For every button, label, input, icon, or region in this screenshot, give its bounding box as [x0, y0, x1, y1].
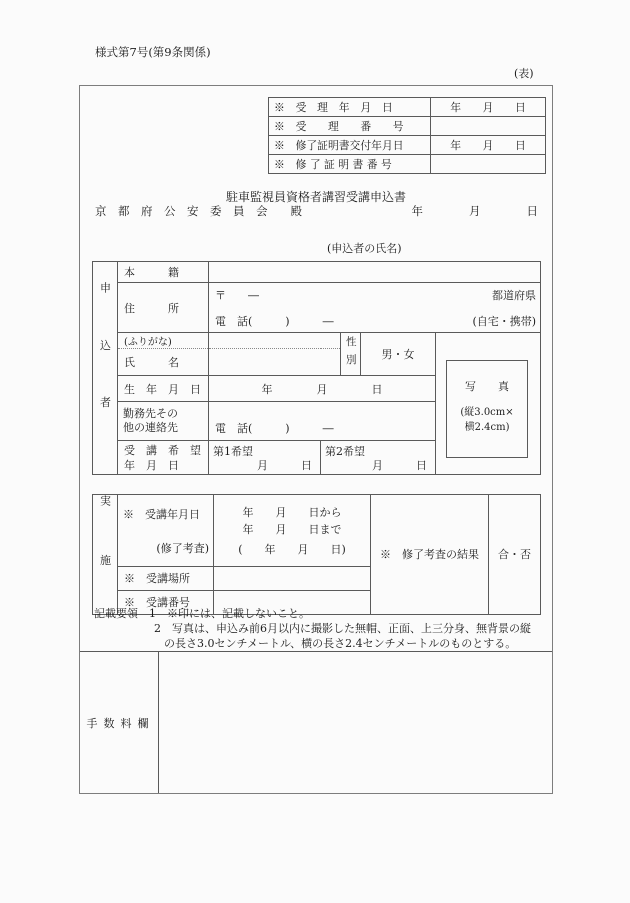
- reception-date-label: ※ 受 理 年 月 日: [269, 98, 431, 117]
- implementation-side-cell: [93, 495, 118, 615]
- course-date-to: 年 月 日まで: [242, 523, 342, 537]
- reception-table: [268, 97, 546, 174]
- preferred-date-label-line2: 年 月 日: [124, 458, 179, 472]
- table-row: [93, 495, 541, 567]
- sex-label-cell: [341, 333, 361, 376]
- work-contact-label: [118, 402, 209, 441]
- address-value: [209, 283, 541, 333]
- photo-size-note-1: (縦3.0cm×: [460, 407, 514, 418]
- notes-line-3: の長さ3.0センチメートル、横の長さ2.4センチメートルのものとする。: [164, 637, 517, 650]
- course-place-value: [214, 566, 371, 590]
- second-choice-cell: [321, 441, 436, 475]
- notes-line-2: 2 写真は、申込み前6月以内に撮影した無帽、正面、上三分身、無背景の縦: [154, 622, 531, 635]
- course-date-values: [214, 502, 370, 558]
- table-row: [93, 262, 541, 283]
- table-row: [269, 136, 546, 155]
- birthdate-label: 生 年 月 日: [118, 376, 209, 402]
- first-choice-cell: [209, 441, 321, 475]
- form-title: 駐車監視員資格者講習受講申込書: [225, 190, 406, 204]
- application-date: 年 月 日: [411, 204, 538, 218]
- work-contact-value: 電 話( ) ―: [209, 402, 436, 441]
- name-value: [209, 349, 341, 376]
- side-label: (表): [514, 67, 534, 80]
- address-label: 住 所: [118, 283, 209, 333]
- table-row: [269, 155, 546, 174]
- sex-value: 男・女: [361, 333, 436, 376]
- first-choice: [209, 442, 320, 474]
- postal-code: 〒 ―: [215, 288, 259, 302]
- phone-type-note: (自宅・携帯): [472, 314, 537, 328]
- course-number-label: ※ 受講番号: [118, 590, 214, 614]
- certificate-number-label: ※ 修 了 証 明 書 番 号: [269, 155, 431, 174]
- applicant-name-label: (申込者の氏名): [327, 242, 402, 255]
- photo-cell: [436, 333, 541, 475]
- furigana-value: [209, 333, 341, 349]
- birthdate-value: 年 月 日: [209, 376, 436, 402]
- implementation-side-label: 実施: [98, 495, 112, 614]
- postal-line: [215, 287, 536, 303]
- work-contact-label-line1: 勤務先その: [123, 407, 178, 420]
- course-date-labels: [118, 503, 213, 558]
- course-date-label-cell: [118, 495, 214, 567]
- photo-frame: [446, 360, 528, 458]
- domicile-value: [209, 262, 541, 283]
- fee-column-label: 手数料欄: [86, 716, 155, 730]
- table-row: [93, 333, 541, 349]
- fee-column-divider: [158, 652, 159, 793]
- exam-result-value: 合・否: [489, 495, 541, 615]
- addressee: 京 都 府 公 安 委 員 会 殿: [95, 204, 302, 218]
- course-date-label: ※ 受講年月日: [123, 507, 200, 521]
- certificate-issue-date-value: 年 月 日: [431, 136, 546, 155]
- name-label: 氏 名: [118, 349, 209, 376]
- second-choice-value: 月 日: [372, 458, 427, 472]
- preferred-date-label: [118, 441, 209, 475]
- reception-number-label: ※ 受 理 番 号: [269, 117, 431, 136]
- course-date-value-cell: [214, 495, 371, 567]
- first-choice-value: 月 日: [257, 458, 312, 472]
- photo-size-note-2: 横2.4cm): [464, 422, 510, 433]
- first-choice-title: 第1希望: [213, 444, 253, 458]
- form-code: 様式第7号(第9条関係): [95, 45, 211, 59]
- phone-field: 電 話( ) ―: [215, 314, 334, 328]
- applicant-side-cell: [93, 262, 118, 475]
- exam-result-label: ※ 修了考査の結果: [371, 495, 489, 615]
- second-choice: [321, 442, 435, 474]
- implementation-table: [92, 494, 541, 615]
- work-contact-label-line2: 他の連絡先: [123, 421, 178, 434]
- sex-label: 性別: [344, 336, 357, 372]
- phone-line: [215, 313, 536, 329]
- preferred-date-label-line1: 受 講 希 望: [124, 443, 201, 457]
- domicile-label: 本 籍: [118, 262, 209, 283]
- photo-title: 写 真: [465, 380, 510, 393]
- table-row: [93, 283, 541, 333]
- certificate-number-value: [431, 155, 546, 174]
- second-choice-title: 第2希望: [325, 444, 365, 458]
- exam-date-value: ( 年 月 日): [238, 543, 346, 557]
- applicant-table: [92, 261, 541, 475]
- fee-section: [80, 651, 552, 793]
- notes-line-1: 記載要領 1 ※印には、記載しないこと。: [94, 607, 310, 620]
- certificate-issue-date-label: ※ 修了証明書交付年月日: [269, 136, 431, 155]
- table-row: [269, 117, 546, 136]
- table-row: [269, 98, 546, 117]
- course-place-label: ※ 受講場所: [118, 566, 214, 590]
- address-lines: [209, 284, 540, 332]
- prefecture-label: 都道府県: [492, 288, 537, 302]
- furigana-label: (ふりがな): [118, 333, 209, 349]
- applicant-side-label: 申込者: [98, 282, 112, 454]
- reception-number-value: [431, 117, 546, 136]
- reception-date-value: 年 月 日: [431, 98, 546, 117]
- form-outer-border: [79, 85, 553, 794]
- course-date-from: 年 月 日から: [242, 506, 342, 520]
- completion-exam-label: (修了考査): [156, 541, 209, 555]
